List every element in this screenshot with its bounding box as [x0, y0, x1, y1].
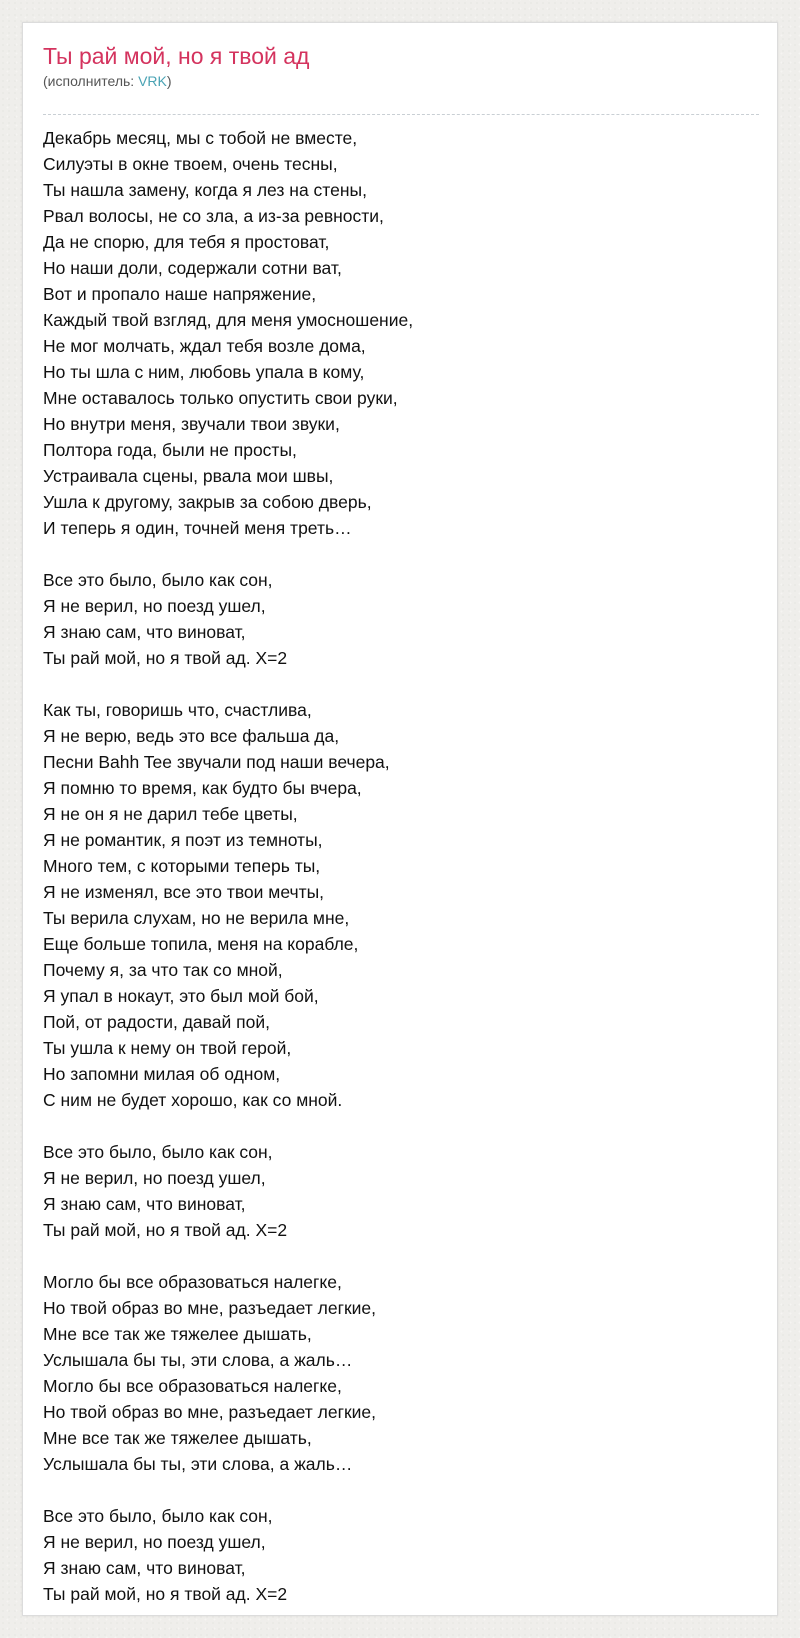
artist-line: [43, 72, 759, 90]
artist-prefix: (исполнитель:: [43, 73, 139, 89]
artist-suffix: ): [166, 73, 172, 89]
lyric-line: Декабрь месяц, мы с тобой не вместе,: [43, 128, 358, 148]
lyric-line: Услышала бы ты, эти слова, а жаль…: [43, 1350, 353, 1370]
lyric-line: Я не верил, но поезд ушел,: [43, 596, 266, 616]
lyric-line: Рвал волосы, не со зла, а из-за ревности,: [43, 206, 384, 226]
lyric-line: Но внутри меня, звучали твои звуки,: [43, 414, 340, 434]
lyric-line: Еще больше топила, меня на корабле,: [43, 934, 359, 954]
stanza-break: [43, 541, 759, 567]
artist-link[interactable]: VRK: [138, 73, 167, 89]
stanza-break: [43, 1113, 759, 1139]
lyric-line: Ты рай мой, но я твой ад. Х=2: [43, 1584, 288, 1604]
lyric-line: Я не изменял, все это твои мечты,: [43, 882, 325, 902]
lyric-line: Мне все так же тяжелее дышать,: [43, 1324, 312, 1344]
lyric-line: Я упал в нокаут, это был мой бой,: [43, 986, 319, 1006]
lyric-line: Я не верил, но поезд ушел,: [43, 1168, 266, 1188]
lyric-line: Но твой образ во мне, разъедает легкие,: [43, 1298, 376, 1318]
lyric-line: Мне все так же тяжелее дышать,: [43, 1428, 312, 1448]
song-title: Ты рай мой, но я твой ад: [43, 43, 310, 69]
lyric-line: Я знаю сам, что виноват,: [43, 1558, 246, 1578]
lyric-line: Да не спорю, для тебя я простоват,: [43, 232, 330, 252]
lyric-line: Почему я, за что так со мной,: [43, 960, 283, 980]
lyric-line: Много тем, с которыми теперь ты,: [43, 856, 321, 876]
lyric-line: Я не верю, ведь это все фальша да,: [43, 726, 340, 746]
lyric-line: Песни Bahh Tee звучали под наши вечера,: [43, 752, 390, 772]
lyric-line: Ты верила слухам, но не верила мне,: [43, 908, 350, 928]
lyric-line: Все это было, было как сон,: [43, 1506, 273, 1526]
lyrics-text: [43, 125, 759, 1607]
lyric-line: Я знаю сам, что виноват,: [43, 622, 246, 642]
lyric-line: Я не романтик, я поэт из темноты,: [43, 830, 323, 850]
lyric-line: Но запомни милая об одном,: [43, 1064, 281, 1084]
lyric-line: Не мог молчать, ждал тебя возле дома,: [43, 336, 366, 356]
stanza-break: [43, 1477, 759, 1503]
lyric-line: Могло бы все образоваться налегке,: [43, 1272, 342, 1292]
lyric-line: Ты нашла замену, когда я лез на стены,: [43, 180, 367, 200]
lyric-line: Я не верил, но поезд ушел,: [43, 1532, 266, 1552]
lyric-line: Могло бы все образоваться налегке,: [43, 1376, 342, 1396]
lyric-line: Услышала бы ты, эти слова, а жаль…: [43, 1454, 353, 1474]
lyric-line: Я помню то время, как будто бы вчера,: [43, 778, 362, 798]
lyric-line: Но наши доли, содержали сотни ват,: [43, 258, 342, 278]
lyric-line: И теперь я один, точней меня треть…: [43, 518, 352, 538]
lyric-line: Как ты, говоришь что, счастлива,: [43, 700, 312, 720]
lyric-line: Полтора года, были не просты,: [43, 440, 297, 460]
stanza-break: [43, 671, 759, 697]
lyric-line: Но твой образ во мне, разъедает легкие,: [43, 1402, 376, 1422]
lyrics-card: [22, 22, 778, 1616]
lyric-line: Все это было, было как сон,: [43, 570, 273, 590]
lyric-line: Ушла к другому, закрыв за собою дверь,: [43, 492, 372, 512]
lyric-line: Вот и пропало наше напряжение,: [43, 284, 317, 304]
lyric-line: Силуэты в окне твоем, очень тесны,: [43, 154, 338, 174]
lyric-line: Мне оставалось только опустить свои руки,: [43, 388, 398, 408]
lyric-line: Ты рай мой, но я твой ад. Х=2: [43, 1220, 288, 1240]
lyric-line: Устраивала сцены, рвала мои швы,: [43, 466, 334, 486]
lyric-line: Ты ушла к нему он твой герой,: [43, 1038, 292, 1058]
lyric-line: Но ты шла с ним, любовь упала в кому,: [43, 362, 365, 382]
lyric-line: Каждый твой взгляд, для меня умосношение,: [43, 310, 414, 330]
lyric-line: Я не он я не дарил тебе цветы,: [43, 804, 298, 824]
lyric-line: Я знаю сам, что виноват,: [43, 1194, 246, 1214]
lyric-line: С ним не будет хорошо, как со мной.: [43, 1090, 343, 1110]
lyric-line: Ты рай мой, но я твой ад. Х=2: [43, 648, 288, 668]
song-header: [43, 41, 759, 115]
lyric-line: Все это было, было как сон,: [43, 1142, 273, 1162]
lyric-line: Пой, от радости, давай пой,: [43, 1012, 270, 1032]
stanza-break: [43, 1243, 759, 1269]
